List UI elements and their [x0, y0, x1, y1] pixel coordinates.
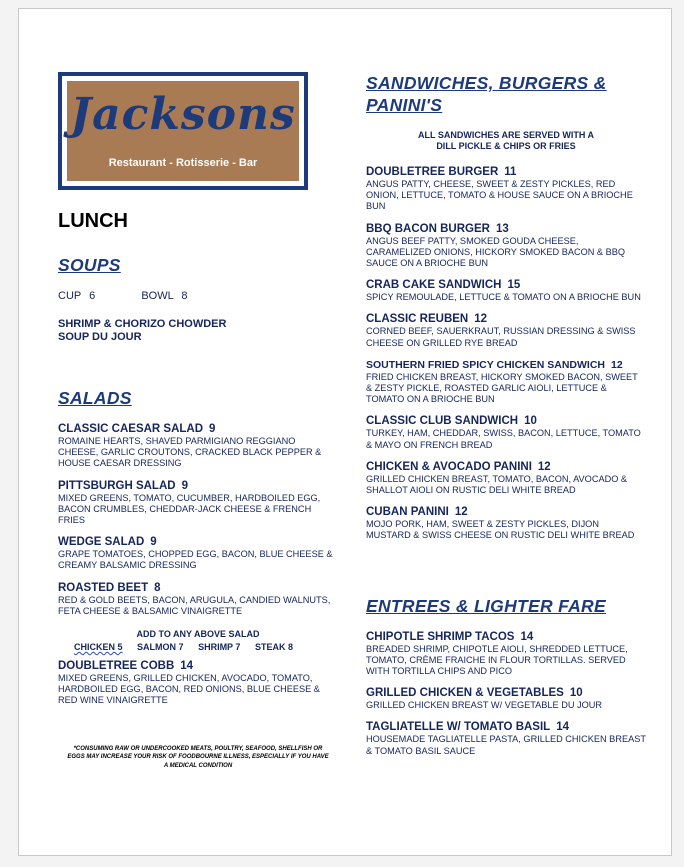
addon-item: SALMON 7 [137, 642, 184, 653]
item-description: SPICY REMOULADE, LETTUCE & TOMATO ON A BRIOCHE BUN [366, 292, 641, 303]
item-name: PITTSBURGH SALAD [58, 479, 176, 492]
item-description: ROMAINE HEARTS, SHAVED PARMIGIANO REGGIANO CHEESE, GARLIC CROUTONS, CRACKED BLACK PEPPER & HOUSE CAESAR DRESSING [58, 436, 322, 469]
item-description: ANGUS PATTY, CHEESE, SWEET & ZESTY PICKLES, RED ONION, LETTUCE, TOMATO & HOUSE SAUCE ON A BRIOCHE BUN [366, 179, 633, 212]
item-description: ANGUS BEEF PATTY, SMOKED GOUDA CHEESE, CARAMELIZED ONIONS, HICKORY SMOKED BACON & BBQ SAUCE ON A BRIOCHE BUN [366, 235, 626, 269]
item-name: WEDGE SALAD [58, 536, 145, 549]
menu-item [58, 423, 338, 470]
menu-item [366, 721, 646, 756]
menu-item [58, 660, 338, 707]
restaurant-logo [58, 72, 308, 190]
bowl-label: BOWL [141, 290, 174, 302]
item-name: TAGLIATELLE W/ TOMATO BASIL [366, 721, 551, 734]
item-price: 14 [556, 721, 569, 734]
item-name: CHICKEN & AVOCADO PANINI [366, 460, 532, 473]
item-description: MIXED GREENS, GRILLED CHICKEN, AVOCADO, TOMATO, HARDBOILED EGG, BACON, RED ONIONS, BLUE CHEESE & RED WINE VINAIGRETTE [58, 673, 320, 706]
item-name: CRAB CAKE SANDWICH [366, 279, 502, 292]
item-price: 9 [209, 423, 216, 435]
item-name: BBQ BACON BURGER [366, 222, 490, 235]
item-price: 12 [454, 506, 468, 519]
soup-sizes [58, 290, 338, 302]
item-description: GRILLED CHICKEN BREAST W/ VEGETABLE DU JOUR [366, 700, 603, 711]
logo-name: Jacksons [70, 89, 296, 140]
soup-item: SOUP DU JOUR [58, 331, 142, 343]
cup-price: 6 [89, 290, 96, 302]
menu-item [366, 166, 646, 213]
menu-item [366, 506, 646, 541]
menu-item [366, 631, 646, 678]
item-price: 9 [181, 479, 188, 492]
item-description: FRIED CHICKEN BREAST, HICKORY SMOKED BACON, SWEET & ZESTY PICKLE, ROASTED GARLIC AIOLI, LETTUCE & TOMATO ON A BRIOCHE BUN [366, 371, 638, 405]
item-price: 12 [611, 358, 623, 371]
item-description: RED & GOLD BEETS, BACON, ARUGULA, CANDIED WALNUTS, FETA CHEESE & BALSAMIC VINAIGRETTE [58, 594, 331, 616]
soup-list [58, 318, 338, 344]
addon-item: SHRIMP 7 [198, 642, 241, 653]
item-price: 11 [504, 166, 517, 178]
item-description: MOJO PORK, HAM, SWEET & ZESTY PICKLES, DIJON MUSTARD & SWISS CHEESE ON RUSTIC DELI WHITE BREAD [366, 519, 635, 541]
item-price: 9 [150, 536, 157, 549]
item-price: 13 [495, 222, 509, 235]
soup-item: SHRIMP & CHORIZO CHOWDER [58, 318, 227, 330]
menu-item [366, 359, 646, 406]
item-price: 14 [520, 630, 534, 643]
cup-label: CUP [58, 290, 82, 302]
item-name: GRILLED CHICKEN & VEGETABLES [366, 687, 564, 700]
menu-title: LUNCH [58, 210, 128, 232]
menu-page [18, 8, 672, 856]
item-name: DOUBLETREE BURGER [366, 166, 499, 178]
entrees-heading: ENTREES & LIGHTER FARE [366, 595, 606, 616]
item-description: MIXED GREENS, TOMATO, CUCUMBER, HARDBOILED EGG, BACON CRUMBLES, CHEDDAR-JACK CHEESE & FRENCH FRIES [58, 492, 321, 526]
menu-item [366, 461, 646, 496]
menu-item [366, 415, 646, 450]
item-price: 10 [524, 415, 537, 428]
menu-item [366, 687, 646, 711]
bowl-price: 8 [181, 290, 188, 302]
addon-item: CHICKEN 5 [74, 642, 123, 653]
item-description: CORNED BEEF, SAUERKRAUT, RUSSIAN DRESSING & SWISS CHEESE ON GRILLED RYE BREAD [366, 326, 636, 348]
addon-list [58, 642, 338, 652]
item-price: 10 [569, 687, 583, 700]
addon-title: ADD TO ANY ABOVE SALAD [136, 629, 260, 640]
item-price: 8 [154, 581, 161, 594]
item-description: HOUSEMADE TAGLIATELLE PASTA, GRILLED CHICKEN BREAST & TOMATO BASIL SAUCE [366, 734, 646, 756]
item-name: DOUBLETREE COBB [58, 660, 175, 673]
menu-item [58, 582, 338, 617]
sandwiches-heading: SANDWICHES, BURGERS & PANINI'S [366, 73, 607, 115]
item-price: 12 [537, 460, 551, 473]
food-safety-disclaimer: *CONSUMING RAW OR UNDERCOOKED MEATS, POULTRY, SEAFOOD, SHELLFISH OR EGGS MAY INCREASE YOUR RISK OF FOODBOURNE ILLNESS, ESPECIALLY IF YOU HAVE A MEDICAL CONDITION [67, 745, 329, 769]
logo-tagline: Restaurant - Rotisserie - Bar [108, 157, 258, 169]
addon-item: STEAK 8 [254, 642, 293, 653]
soups-heading: SOUPS [58, 255, 121, 275]
menu-item [366, 313, 646, 348]
item-name: ROASTED BEET [58, 581, 149, 594]
left-column [58, 72, 338, 770]
menu-item [366, 223, 646, 270]
item-description: GRAPE TOMATOES, CHOPPED EGG, BACON, BLUE CHEESE & CREAMY BALSAMIC DRESSING [58, 549, 333, 571]
menu-item [366, 279, 646, 303]
item-name: CUBAN PANINI [366, 506, 449, 519]
sandwich-note: ALL SANDWICHES ARE SERVED WITH A DILL PICKLE & CHIPS OR FRIES [417, 130, 594, 151]
item-name: SOUTHERN FRIED SPICY CHICKEN SANDWICH [366, 358, 605, 371]
item-price: 12 [474, 313, 488, 326]
salads-heading: SALADS [58, 388, 132, 408]
item-price: 14 [180, 660, 194, 673]
item-name: CLASSIC CLUB SANDWICH [366, 415, 519, 428]
item-name: CHIPOTLE SHRIMP TACOS [366, 630, 515, 643]
item-description: GRILLED CHICKEN BREAST, TOMATO, BACON, AVOCADO & SHALLOT AIOLI ON RUSTIC DELI WHITE BREAD [366, 473, 628, 496]
item-name: CLASSIC REUBEN [366, 313, 469, 326]
item-name: CLASSIC CAESAR SALAD [58, 423, 204, 435]
item-description: TURKEY, HAM, CHEDDAR, SWISS, BACON, LETTUCE, TOMATO & MAYO ON FRENCH BREAD [366, 428, 641, 450]
item-description: BREADED SHRIMP, CHIPOTLE AIOLI, SHREDDED LETTUCE, TOMATO, CRÈME FRAICHE IN FLOUR TORTILLAS. SERVED WITH TORTILLA CHIPS AND PICO [366, 643, 628, 677]
menu-item [58, 480, 338, 527]
right-column [366, 72, 646, 757]
item-price: 15 [507, 279, 521, 292]
menu-item [58, 536, 338, 571]
